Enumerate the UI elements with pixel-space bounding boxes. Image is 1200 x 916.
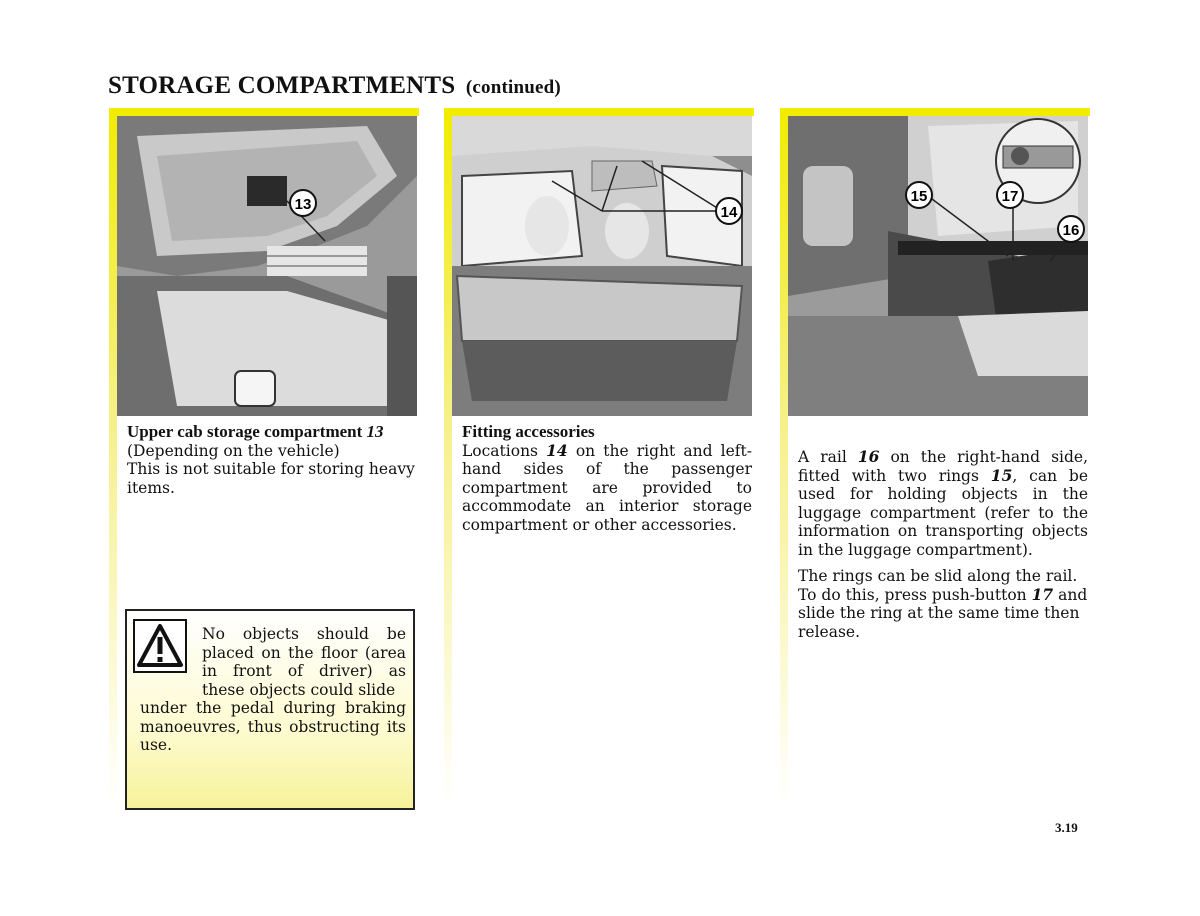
p1-a: A rail xyxy=(798,448,847,466)
warning-text-rest: under the pedal during braking manoeuvres, thus obstructing its use. xyxy=(140,699,406,754)
column3-text xyxy=(798,448,1088,649)
page-number: 3.19 xyxy=(1055,820,1078,835)
p1-b: on the right-hand side, fitted with two rings xyxy=(798,448,1089,485)
page-title xyxy=(108,72,561,100)
ref-14: 14 xyxy=(546,440,568,460)
column-luggage-rail xyxy=(780,108,1090,808)
callout-14: 14 xyxy=(720,204,738,221)
warning-text-first: No objects should be placed on the floor (area in front of driver) as these objects could slide xyxy=(202,625,406,699)
accent-bar xyxy=(780,108,1090,116)
title-main: STORAGE COMPARTMENTS xyxy=(108,72,456,99)
callout-15: 15 xyxy=(910,188,928,205)
rail-paragraph xyxy=(798,448,1088,559)
warning-box xyxy=(125,609,415,810)
heading-upper-cab xyxy=(127,423,417,442)
ref-17: 17 xyxy=(1031,584,1054,604)
p1-c: , can be used for holding objects in the luggage compartment (refer to the information on transporting objects in the luggage compartment). xyxy=(798,466,1088,559)
accent-edge xyxy=(109,108,117,808)
column-fitting-accessories xyxy=(444,108,754,808)
photo-upper-cab-compartment xyxy=(117,116,417,416)
warning-text xyxy=(140,625,406,755)
accent-bar xyxy=(109,108,419,116)
column2-text xyxy=(462,423,752,534)
body-post: on the right and left-hand sides of the passenger compartment are provided to accommodate an interior storage compartment or other accessories. xyxy=(462,441,752,534)
title-suffix: (continued) xyxy=(465,77,561,98)
callout-13: 13 xyxy=(294,196,312,213)
ref-16: 16 xyxy=(857,447,880,466)
heading-fitting-accessories: Fitting accessories xyxy=(462,422,595,441)
p2-a: The rings can be slid along the rail. To do this, press push-button xyxy=(798,567,1078,604)
accent-edge xyxy=(444,108,452,808)
ref-15: 15 xyxy=(990,465,1013,485)
fitting-accessories-body xyxy=(462,442,752,535)
callout-17: 17 xyxy=(1001,188,1019,205)
upper-cab-body: This is not suitable for storing heavy items. xyxy=(127,460,415,497)
photo-passenger-compartment xyxy=(452,116,752,416)
body-pre: Locations xyxy=(462,441,539,460)
accent-bar xyxy=(444,108,754,116)
column1-text xyxy=(127,423,417,497)
rings-paragraph xyxy=(798,567,1088,641)
upper-cab-sub: (Depending on the vehicle) xyxy=(127,441,340,460)
callout-16: 16 xyxy=(1062,222,1080,239)
heading-ref-13: 13 xyxy=(366,422,384,441)
p2-b: and slide the ring at the same time then release. xyxy=(798,585,1088,641)
photo-luggage-rail xyxy=(788,116,1088,416)
accent-edge xyxy=(780,108,788,808)
heading-upper-cab-label: Upper cab storage compartment xyxy=(127,422,363,441)
